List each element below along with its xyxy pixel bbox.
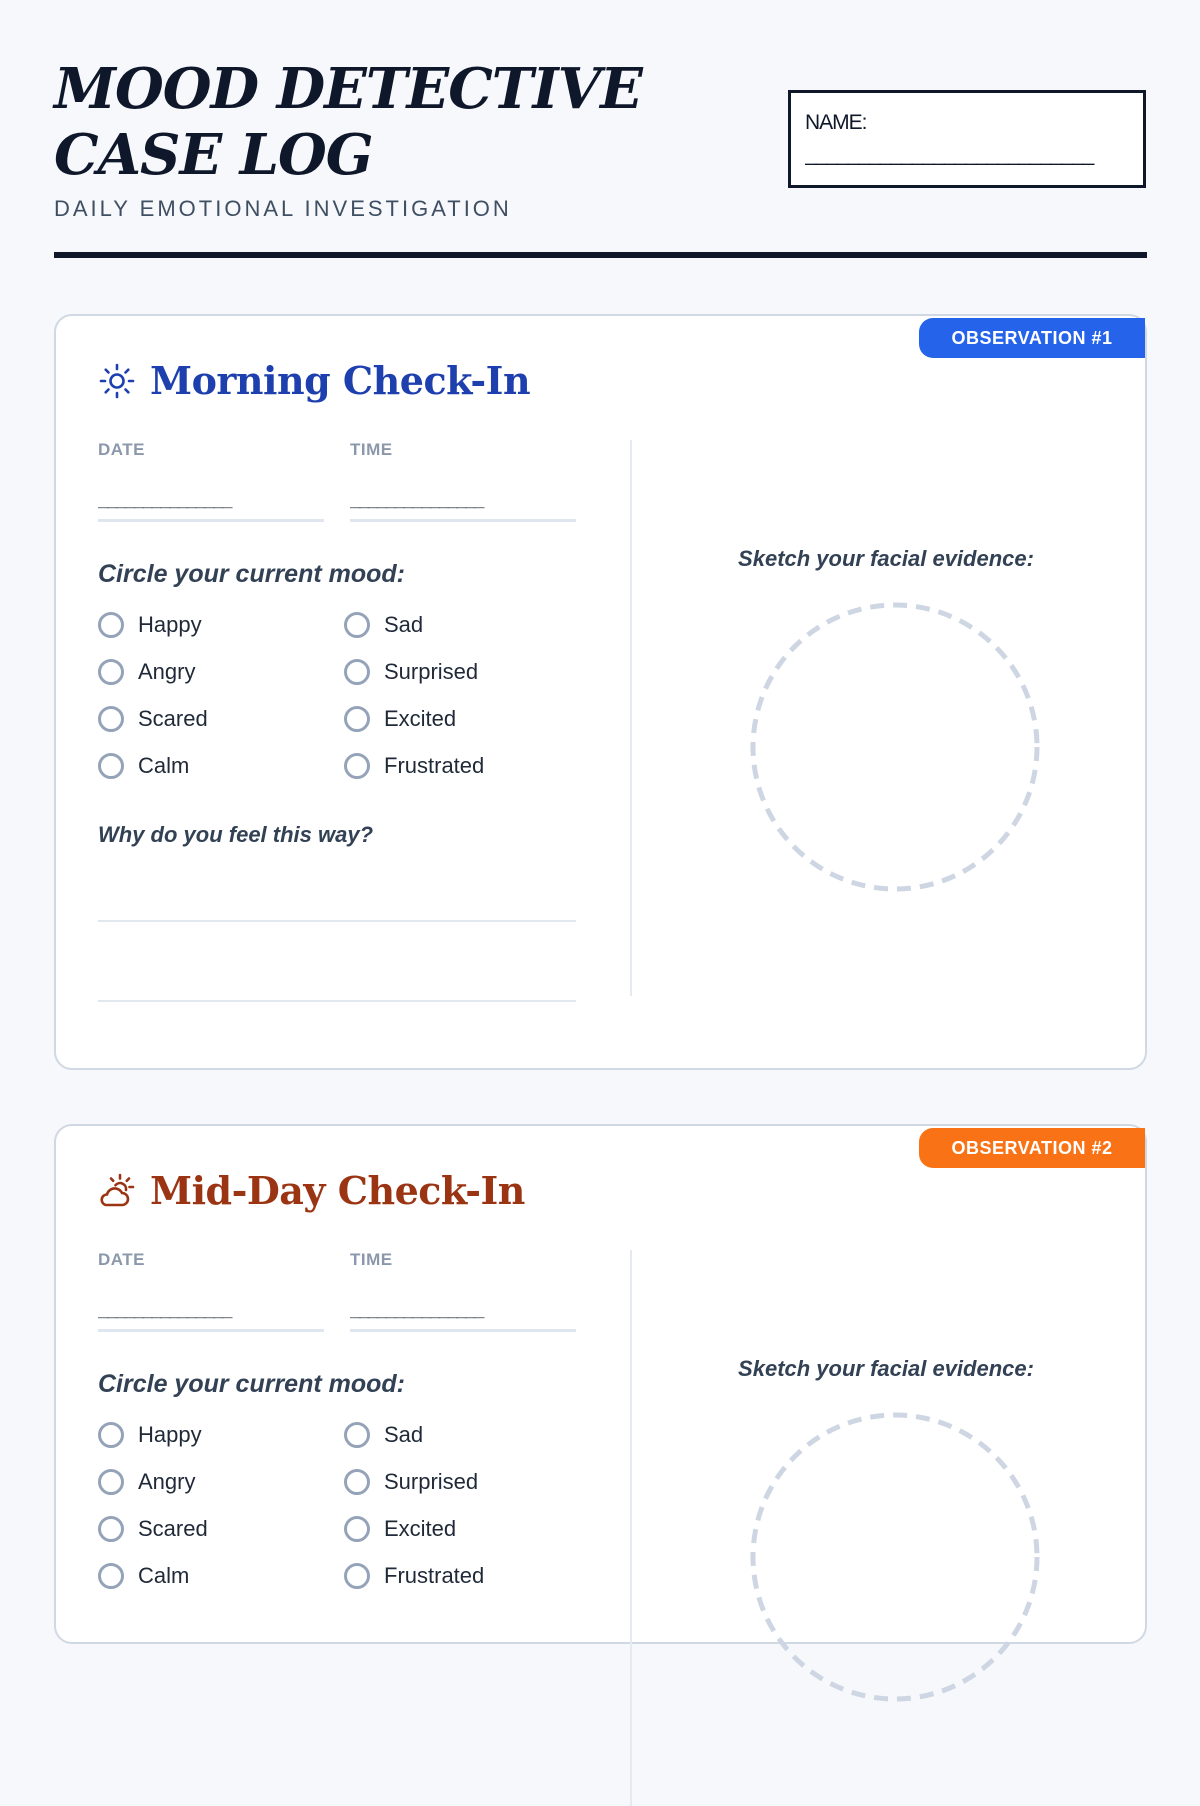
sun-cloud-icon (98, 1172, 136, 1210)
radio-circle[interactable] (344, 1422, 370, 1448)
mood-option-happy[interactable] (98, 612, 202, 638)
date-label: DATE (98, 440, 146, 459)
page-title: MOOD DETECTIVE CASE LOG (54, 56, 642, 188)
radio-circle[interactable] (98, 706, 124, 732)
time-label: TIME (350, 1250, 393, 1269)
mood-option-sad[interactable] (344, 612, 423, 638)
mood-label: Surprised (384, 1469, 479, 1494)
mood-option-excited[interactable] (344, 1516, 456, 1542)
radio-circle[interactable] (344, 612, 370, 638)
mood-label: Frustrated (384, 753, 485, 778)
observation-card-2 (54, 1124, 1147, 1644)
observation-card-1 (54, 314, 1147, 1070)
name-field[interactable] (788, 90, 1146, 188)
why-prompt: Why do you feel this way? (98, 822, 374, 847)
writing-line[interactable] (98, 920, 576, 922)
mood-option-sad[interactable] (344, 1422, 423, 1448)
mood-option-calm[interactable] (98, 753, 189, 779)
writing-line[interactable] (98, 1000, 576, 1002)
mood-option-surprised[interactable] (344, 1469, 478, 1495)
radio-circle[interactable] (98, 612, 124, 638)
radio-circle[interactable] (344, 1469, 370, 1495)
mood-label: Scared (138, 706, 208, 731)
date-field[interactable]: _______________ (98, 488, 324, 522)
mood-option-angry[interactable] (98, 659, 195, 685)
mood-label: Excited (384, 1516, 457, 1541)
mood-option-surprised[interactable] (344, 659, 478, 685)
mood-option-scared[interactable] (98, 706, 208, 732)
observation-badge: OBSERVATION #1 (919, 318, 1145, 358)
radio-circle[interactable] (98, 1516, 124, 1542)
radio-circle[interactable] (344, 753, 370, 779)
sun-icon (98, 362, 136, 400)
date-field[interactable]: _______________ (98, 1298, 324, 1332)
radio-circle[interactable] (98, 659, 124, 685)
observation-title: Morning Check-In (150, 358, 531, 403)
observation-badge: OBSERVATION #2 (919, 1128, 1145, 1168)
mood-label: Angry (138, 1469, 196, 1494)
mood-label: Surprised (384, 659, 479, 684)
time-field[interactable]: _______________ (350, 1298, 576, 1332)
mood-option-excited[interactable] (344, 706, 456, 732)
observation-title: Mid-Day Check-In (150, 1168, 525, 1213)
date-label: DATE (98, 1250, 146, 1269)
radio-circle[interactable] (344, 1516, 370, 1542)
mood-option-calm[interactable] (98, 1563, 189, 1589)
time-field[interactable]: _______________ (350, 488, 576, 522)
mood-label: Excited (384, 706, 457, 731)
time-label: TIME (350, 440, 393, 459)
mood-option-scared[interactable] (98, 1516, 208, 1542)
mood-label: Calm (138, 753, 190, 778)
radio-circle[interactable] (98, 1422, 124, 1448)
column-divider (630, 440, 632, 996)
radio-circle[interactable] (344, 659, 370, 685)
page-subtitle: DAILY EMOTIONAL INVESTIGATION (54, 196, 512, 221)
mood-label: Happy (138, 612, 202, 637)
face-sketch-area[interactable] (750, 1412, 1040, 1702)
header-divider (54, 252, 1147, 258)
mood-option-happy[interactable] (98, 1422, 202, 1448)
mood-option-frustrated[interactable] (344, 753, 484, 779)
radio-circle[interactable] (98, 1469, 124, 1495)
radio-circle[interactable] (98, 1563, 124, 1589)
mood-label: Frustrated (384, 1563, 485, 1588)
mood-option-angry[interactable] (98, 1469, 195, 1495)
mood-label: Angry (138, 659, 196, 684)
mood-label: Happy (138, 1422, 202, 1447)
column-divider (630, 1250, 632, 1806)
mood-option-frustrated[interactable] (344, 1563, 484, 1589)
mood-prompt: Circle your current mood: (98, 1370, 405, 1398)
mood-label: Scared (138, 1516, 208, 1541)
mood-label: Sad (384, 1422, 424, 1447)
radio-circle[interactable] (344, 706, 370, 732)
sketch-label: Sketch your facial evidence: (738, 546, 1034, 571)
mood-label: Sad (384, 612, 424, 637)
face-sketch-area[interactable] (750, 602, 1040, 892)
name-label: NAME: (805, 111, 867, 134)
mood-prompt: Circle your current mood: (98, 560, 405, 588)
mood-label: Calm (138, 1563, 190, 1588)
name-line: ___________________________ (805, 143, 1094, 166)
radio-circle[interactable] (98, 753, 124, 779)
radio-circle[interactable] (344, 1563, 370, 1589)
sketch-label: Sketch your facial evidence: (738, 1356, 1034, 1381)
